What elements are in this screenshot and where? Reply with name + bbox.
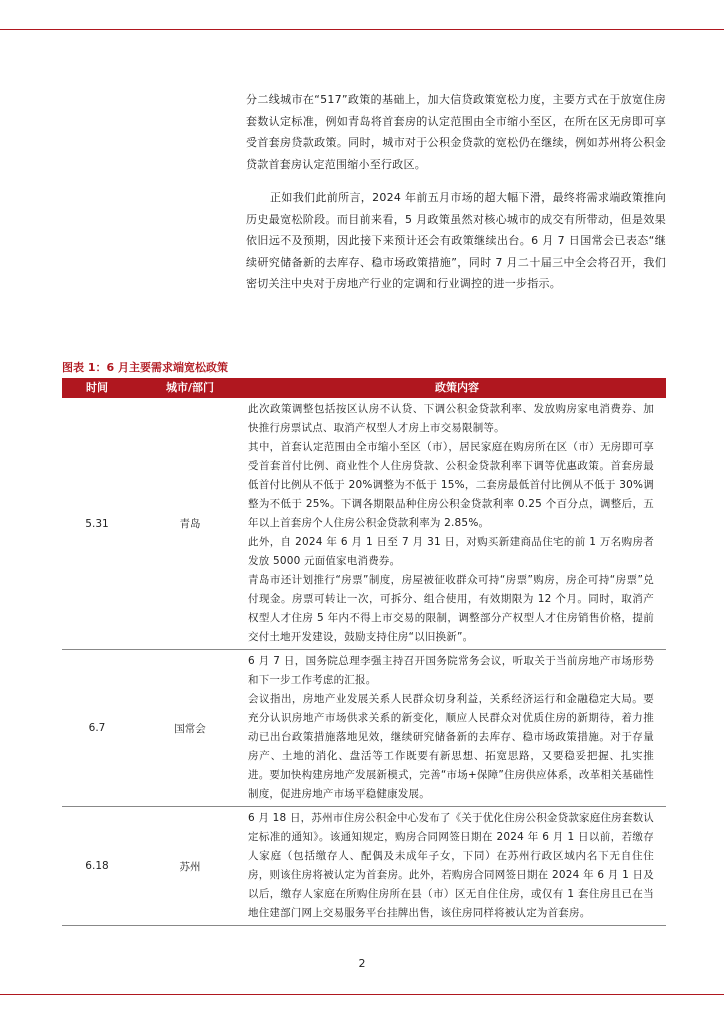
content-paragraph: 6 月 7 日，国务院总理李强主持召开国务院常务会议，听取关于当前房地产市场形势和下一步工作考虑的汇报。	[248, 655, 654, 686]
content-paragraph: 其中，首套认定范围由全市缩小至区（市），居民家庭在购房所在区（市）无房即可享受首套首付比例、商业性个人住房贷款、公积金贷款利率下调等优惠政策。首套房最低首付比例从不低于 20%调整为不低于 15%，二套房最低首付比例从不低于 30%调整为不低于 25%。下调各期限品种住房公积金贷款利率 0.25 个百分点，调整后，五年以上首套房个人住房公积金贷款利率为 2.85%。	[248, 441, 654, 529]
policy-table	[62, 378, 666, 926]
row-city: 国常会	[174, 722, 206, 735]
table-row	[62, 807, 666, 926]
content-paragraph: 青岛市还计划推行“房票”制度，房屋被征收群众可持“房票”购房，房企可持“房票”兑付现金。房票可转让一次，可拆分、组合使用，有效期限为 12 个月。同时，取消产权型人才住房 5 年内不得上市交易的限制，调整部分产权型人才住房销售价格，提前交付土地开发建设，鼓励支持住房“以旧换新”。	[248, 574, 654, 643]
table-row	[62, 650, 666, 807]
body-paragraph: 分二线城市在“517”政策的基础上，加大信贷政策宽松力度，主要方式在于放宽住房套数认定标准，例如青岛将首套房的认定范围由全市缩小至区，在所在区无房即可享受首套房贷款政策。同时，城市对于公积金贷款的宽松仍在继续，例如苏州将公积金贷款首套房认定范围缩小至行政区。	[246, 93, 666, 171]
row-content	[248, 398, 666, 649]
page-number: 2	[358, 957, 366, 970]
table-row	[62, 398, 666, 650]
header-content: 政策内容	[435, 381, 479, 394]
content-paragraph: 会议指出，房地产业发展关系人民群众切身利益，关系经济运行和金融稳定大局。要充分认识房地产市场供求关系的新变化，顺应人民群众对优质住房的新期待，着力推动已出台政策措施落地见效，继续研究储备新的去库存、稳市场政策措施。对于存量房产、土地的消化、盘活等工作既要有新思想、拓宽思路，又要稳妥把握、扎实推进。要加快构建房地产发展新模式，完善“市场+保障”住房供应体系，改革相关基础性制度，促进房地产市场平稳健康发展。	[248, 693, 654, 800]
row-time: 5.31	[85, 517, 109, 530]
content-paragraph: 此外，自 2024 年 6 月 1 日至 7 月 31 日，对购买新建商品住宅的前 1 万名购房者发放 5000 元面值家电消费券。	[248, 536, 654, 567]
body-text	[246, 89, 666, 295]
row-time: 6.18	[85, 860, 109, 872]
row-content	[248, 807, 666, 925]
body-paragraph: 正如我们此前所言，2024 年前五月市场的超大幅下滑，最终将需求端政策推向历史最宽松阶段。而目前来看，5 月政策虽然对核心城市的成交有所带动，但是效果依旧远不及预期，因此接下来预计还会有政策继续出台。6 月 7 日国常会已表态“继续研究储备新的去库存、稳市场政策措施”，同时 7 月二十届三中全会将召开，我们密切关注中央对于房地产行业的定调和行业调控的进一步指示。	[246, 191, 666, 290]
row-content	[248, 650, 666, 806]
table-header	[62, 378, 666, 398]
content-paragraph: 6 月 18 日，苏州市住房公积金中心发布了《关于优化住房公积金贷款家庭住房套数认定标准的通知》。该通知规定，购房合同网签日期在 2024 年 6 月 1 日以前，若缴存人家庭（包括缴存人、配偶及未成年子女，下同）在苏州行政区域内名下无自住住房，则该住房将被认定为首套房。此外，若购房合同网签日期在 2024 年 6 月 1 日及以后，缴存人家庭在所购住房所在县（市）区无自住住房，或仅有 1 套住房且已在当地住建部门网上交易服务平台挂牌出售，该住房同样将被认定为首套房。	[248, 812, 654, 919]
content-paragraph: 此次政策调整包括按区认房不认贷、下调公积金贷款利率、发放购房家电消费券、加快推行房票试点、取消产权型人才房上市交易限制等。	[248, 403, 654, 434]
header-time: 时间	[86, 381, 108, 394]
footer-rule	[0, 994, 724, 995]
figure-title: 图表 1：6 月主要需求端宽松政策	[62, 361, 228, 374]
row-city: 青岛	[179, 518, 201, 530]
header-rule	[0, 29, 724, 30]
row-time: 6.7	[88, 722, 106, 734]
header-city: 城市/部门	[165, 381, 215, 394]
row-city: 苏州	[179, 860, 201, 873]
